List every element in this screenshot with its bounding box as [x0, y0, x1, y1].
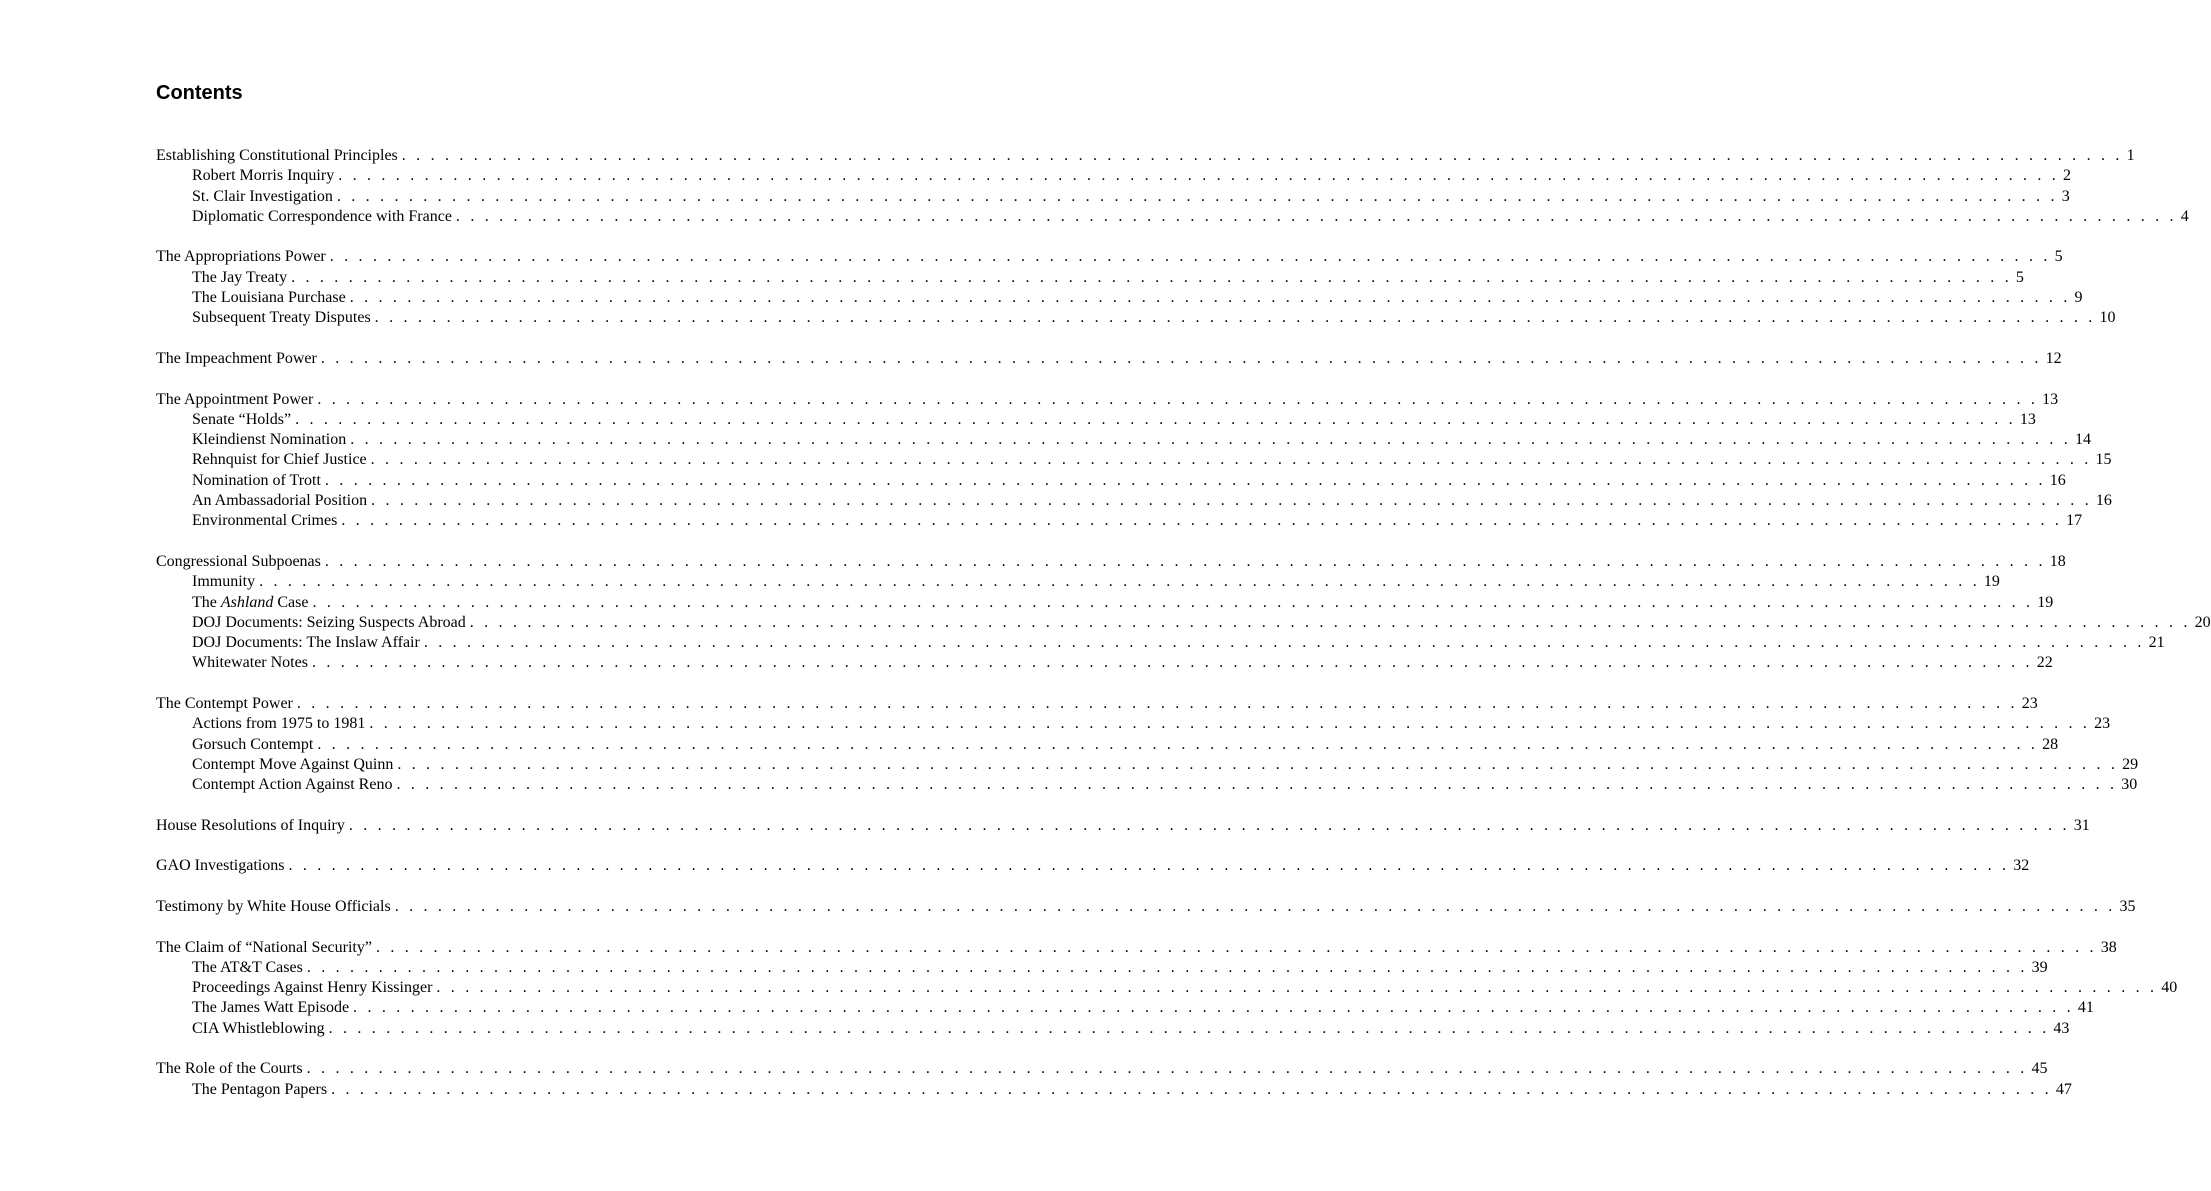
toc-entry[interactable]: [156, 816, 2090, 836]
toc-entry-title: Testimony by White House Officials: [156, 897, 391, 915]
toc-page-number: 40: [2161, 979, 2178, 997]
dot-leader: . . . . . . . . . . . . . . . . . . . . . . . . . . . . . . . . . . . . . . . . . . . . . . . . . . . . . . . . . . . . . . . . . . . . . . . . . . . . . . . . . . . . . . . . . . . . . . . . . . . . . . . . . . . . . . . . . . . . . . . .: [336, 187, 2058, 205]
toc-subentry[interactable]: [156, 1080, 2072, 1100]
toc-entry[interactable]: [156, 938, 2117, 958]
toc-page-number: 29: [2122, 755, 2139, 773]
dot-leader: . . . . . . . . . . . . . . . . . . . . . . . . . . . . . . . . . . . . . . . . . . . . . . . . . . . . . . . . . . . . . . . . . . . . . . . . . . . . . . . . . . . . . . . . . . . . . . . . . . . . . . . . . . . . . . . . . . . . . . . .: [374, 309, 2096, 327]
toc-entry-title: The AT&T Cases: [192, 958, 303, 976]
toc-entry-title: GAO Investigations: [156, 857, 285, 875]
toc-page-number: 18: [2049, 552, 2066, 570]
toc-entry-title: Contempt Move Against Quinn: [192, 755, 394, 773]
toc-subentry[interactable]: [156, 187, 2070, 207]
toc-subentry[interactable]: [156, 491, 2112, 511]
toc-page-number: 31: [2073, 816, 2090, 834]
toc-entry-title: Senate “Holds”: [192, 410, 292, 428]
toc-page-number: 28: [2042, 735, 2059, 753]
page-title: Contents: [156, 82, 243, 104]
toc-entry-title: Actions from 1975 to 1981: [192, 715, 366, 733]
toc-entry-title-prefix: The: [192, 593, 221, 611]
toc-subentry[interactable]: [156, 613, 2211, 633]
toc-subentry[interactable]: [156, 998, 2094, 1018]
table-of-contents: [156, 146, 2211, 1100]
dot-leader: . . . . . . . . . . . . . . . . . . . . . . . . . . . . . . . . . . . . . . . . . . . . . . . . . . . . . . . . . . . . . . . . . . . . . . . . . . . . . . . . . . . . . . . . . . . . . . . . . . . . . . . . . . . . . . . . . . . . . . . .: [288, 857, 2010, 875]
toc-page-number: 47: [2055, 1080, 2072, 1098]
dot-leader: . . . . . . . . . . . . . . . . . . . . . . . . . . . . . . . . . . . . . . . . . . . . . . . . . . . . . . . . . . . . . . . . . . . . . . . . . . . . . . . . . . . . . . . . . . . . . . . . . . . . . . . . . . . . . . . . . . . . . . . .: [350, 431, 2072, 449]
toc-entry-title: [192, 593, 312, 613]
toc-subentry[interactable]: [156, 450, 2112, 470]
toc-subentry[interactable]: [156, 308, 2116, 328]
toc-page-number: 21: [2148, 634, 2165, 652]
toc-page-number: 39: [2031, 958, 2048, 976]
dot-leader: . . . . . . . . . . . . . . . . . . . . . . . . . . . . . . . . . . . . . . . . . . . . . . . . . . . . . . . . . . . . . . . . . . . . . . . . . . . . . . . . . . . . . . . . . . . . . . . . . . . . . . . . . . . . . . . . . . . . . . . .: [324, 471, 2046, 489]
toc-entry-title: The Claim of “National Security”: [156, 938, 372, 956]
toc-page-number: 16: [2049, 471, 2066, 489]
toc-subentry[interactable]: [156, 593, 2054, 613]
toc-subentry[interactable]: [156, 268, 2024, 288]
dot-leader: . . . . . . . . . . . . . . . . . . . . . . . . . . . . . . . . . . . . . . . . . . . . . . . . . . . . . . . . . . . . . . . . . . . . . . . . . . . . . . . . . . . . . . . . . . . . . . . . . . . . . . . . . . . . . . . . . . . . . . . .: [436, 979, 2158, 997]
toc-page-number: 19: [2037, 593, 2054, 611]
toc-page-number: 10: [2099, 309, 2116, 327]
toc-entry-title: The Role of the Courts: [156, 1060, 303, 1078]
toc-subentry[interactable]: [156, 775, 2138, 795]
toc-entry-title: Establishing Constitutional Principles: [156, 147, 398, 164]
toc-page-number: 1: [2126, 147, 2135, 164]
toc-entry-title: Immunity: [192, 573, 256, 591]
dot-leader: . . . . . . . . . . . . . . . . . . . . . . . . . . . . . . . . . . . . . . . . . . . . . . . . . . . . . . . . . . . . . . . . . . . . . . . . . . . . . . . . . . . . . . . . . . . . . . . . . . . . . . . . . . . . . . . . . . . . . . . .: [349, 289, 2071, 307]
dot-leader: . . . . . . . . . . . . . . . . . . . . . . . . . . . . . . . . . . . . . . . . . . . . . . . . . . . . . . . . . . . . . . . . . . . . . . . . . . . . . . . . . . . . . . . . . . . . . . . . . . . . . . . . . . . . . . . . . . . . . . . .: [324, 552, 2046, 570]
dot-leader: . . . . . . . . . . . . . . . . . . . . . . . . . . . . . . . . . . . . . . . . . . . . . . . . . . . . . . . . . . . . . . . . . . . . . . . . . . . . . . . . . . . . . . . . . . . . . . . . . . . . . . . . . . . . . . . . . . . . . . . .: [306, 958, 2028, 976]
toc-page-number: 22: [2036, 654, 2053, 672]
toc-subentry[interactable]: [156, 511, 2083, 531]
toc-subentry[interactable]: [156, 653, 2053, 673]
toc-entry[interactable]: [156, 1059, 2048, 1079]
toc-subentry[interactable]: [156, 410, 2036, 430]
toc-entry[interactable]: [156, 694, 2038, 714]
toc-entry-title: Whitewater Notes: [192, 654, 308, 672]
toc-subentry[interactable]: [156, 958, 2048, 978]
toc-entry-title: Contempt Action Against Reno: [192, 776, 393, 794]
dot-leader: . . . . . . . . . . . . . . . . . . . . . . . . . . . . . . . . . . . . . . . . . . . . . . . . . . . . . . . . . . . . . . . . . . . . . . . . . . . . . . . . . . . . . . . . . . . . . . . . . . . . . . . . . . . . . . . . . . . . . . . .: [394, 897, 2116, 915]
toc-page-number: 20: [2194, 613, 2211, 631]
toc-entry-title: Nomination of Trott: [192, 471, 321, 489]
dot-leader: . . . . . . . . . . . . . . . . . . . . . . . . . . . . . . . . . . . . . . . . . . . . . . . . . . . . . . . . . . . . . . . . . . . . . . . . . . . . . . . . . . . . . . . . . . . . . . . . . . . . . . . . . . . . . . . . . . . . . . . .: [259, 573, 1980, 591]
toc-entry-title: Environmental Crimes: [192, 512, 338, 530]
toc-entry-title: The Louisiana Purchase: [192, 289, 346, 307]
dot-leader: . . . . . . . . . . . . . . . . . . . . . . . . . . . . . . . . . . . . . . . . . . . . . . . . . . . . . . . . . . . . . . . . . . . . . . . . . . . . . . . . . . . . . . . . . . . . . . . . . . . . . . . . . . . . . . . . . . . . . . . .: [317, 390, 2039, 408]
dot-leader: . . . . . . . . . . . . . . . . . . . . . . . . . . . . . . . . . . . . . . . . . . . . . . . . . . . . . . . . . . . . . . . . . . . . . . . . . . . . . . . . . . . . . . . . . . . . . . . . . . . . . . . . . . . . . . . . . . . . . . . .: [295, 410, 2016, 428]
toc-page-number: 15: [2095, 451, 2112, 469]
toc-entry-title: The Pentagon Papers: [192, 1080, 328, 1098]
dot-leader: . . . . . . . . . . . . . . . . . . . . . . . . . . . . . . . . . . . . . . . . . . . . . . . . . . . . . . . . . . . . . . . . . . . . . . . . . . . . . . . . . . . . . . . . . . . . . . . . . . . . . . . . . . . . . . . . . . . . . . . .: [312, 593, 2034, 611]
dot-leader: . . . . . . . . . . . . . . . . . . . . . . . . . . . . . . . . . . . . . . . . . . . . . . . . . . . . . . . . . . . . . . . . . . . . . . . . . . . . . . . . . . . . . . . . . . . . . . . . . . . . . . . . . . . . . . . . . . . . . . . .: [370, 451, 2092, 469]
toc-page-number: 2: [2063, 167, 2072, 185]
dot-leader: . . . . . . . . . . . . . . . . . . . . . . . . . . . . . . . . . . . . . . . . . . . . . . . . . . . . . . . . . . . . . . . . . . . . . . . . . . . . . . . . . . . . . . . . . . . . . . . . . . . . . . . . . . . . . . . . . . . . . . . .: [331, 1080, 2052, 1098]
toc-page-number: 35: [2119, 897, 2136, 915]
toc-page-number: 38: [2100, 938, 2117, 956]
toc-page-number: 13: [2042, 390, 2059, 408]
toc-entry-title: The Impeachment Power: [156, 349, 317, 367]
dot-leader: . . . . . . . . . . . . . . . . . . . . . . . . . . . . . . . . . . . . . . . . . . . . . . . . . . . . . . . . . . . . . . . . . . . . . . . . . . . . . . . . . . . . . . . . . . . . . . . . . . . . . . . . . . . . . . . . . . . . . . . .: [291, 268, 2012, 286]
dot-leader: . . . . . . . . . . . . . . . . . . . . . . . . . . . . . . . . . . . . . . . . . . . . . . . . . . . . . . . . . . . . . . . . . . . . . . . . . . . . . . . . . . . . . . . . . . . . . . . . . . . . . . . . . . . . . . . . . . . . . . . .: [317, 735, 2039, 753]
toc-page-number: 32: [2013, 857, 2030, 875]
toc-subentry[interactable]: [156, 755, 2139, 775]
toc-entry-title: The James Watt Episode: [192, 999, 350, 1017]
dot-leader: . . . . . . . . . . . . . . . . . . . . . . . . . . . . . . . . . . . . . . . . . . . . . . . . . . . . . . . . . . . . . . . . . . . . . . . . . . . . . . . . . . . . . . . . . . . . . . . . . . . . . . . . . . . . . . . . . . . . . . . .: [338, 167, 2060, 185]
toc-entry-title: Rehnquist for Chief Justice: [192, 451, 367, 469]
toc-subentry[interactable]: [156, 430, 2092, 450]
dot-leader: . . . . . . . . . . . . . . . . . . . . . . . . . . . . . . . . . . . . . . . . . . . . . . . . . . . . . . . . . . . . . . . . . . . . . . . . . . . . . . . . . . . . . . . . . . . . . . . . . . . . . . . . . . . . . . . . . . . . . . . .: [348, 816, 2070, 834]
toc-page-number: 30: [2121, 776, 2138, 794]
toc-page-number: 13: [2019, 410, 2036, 428]
toc-entry-title: Gorsuch Contempt: [192, 735, 314, 753]
toc-page-number: 12: [2045, 349, 2062, 367]
toc-entry-title: Congressional Subpoenas: [156, 552, 321, 570]
dot-leader: . . . . . . . . . . . . . . . . . . . . . . . . . . . . . . . . . . . . . . . . . . . . . . . . . . . . . . . . . . . . . . . . . . . . . . . . . . . . . . . . . . . . . . . . . . . . . . . . . . . . . . . . . . . . . . . . . . . . . . . .: [311, 654, 2033, 672]
toc-entry-title: Kleindienst Nomination: [192, 431, 347, 449]
toc-subentry[interactable]: [156, 471, 2066, 491]
toc-entry-title-suffix: Case: [273, 593, 309, 611]
dot-leader: . . . . . . . . . . . . . . . . . . . . . . . . . . . . . . . . . . . . . . . . . . . . . . . . . . . . . . . . . . . . . . . . . . . . . . . . . . . . . . . . . . . . . . . . . . . . . . . . . . . . . . . . . . . . . . . . . . . . . . . .: [396, 776, 2118, 794]
toc-entry-title: DOJ Documents: The Inslaw Affair: [192, 634, 420, 652]
toc-page-number: 4: [2180, 207, 2189, 225]
dot-leader: . . . . . . . . . . . . . . . . . . . . . . . . . . . . . . . . . . . . . . . . . . . . . . . . . . . . . . . . . . . . . . . . . . . . . . . . . . . . . . . . . . . . . . . . . . . . . . . . . . . . . . . . . . . . . . . . . . . . . . . .: [375, 938, 2097, 956]
toc-subentry[interactable]: [156, 1019, 2070, 1039]
dot-leader: . . . . . . . . . . . . . . . . . . . . . . . . . . . . . . . . . . . . . . . . . . . . . . . . . . . . . . . . . . . . . . . . . . . . . . . . . . . . . . . . . . . . . . . . . . . . . . . . . . . . . . . . . . . . . . . . . . . . . . . .: [306, 1060, 2028, 1078]
toc-page-number: 19: [1983, 573, 2000, 591]
toc-entry-title: DOJ Documents: Seizing Suspects Abroad: [192, 613, 466, 631]
toc-entry-title: Robert Morris Inquiry: [192, 167, 335, 185]
toc-page-number: 45: [2031, 1060, 2048, 1078]
toc-entry[interactable]: [156, 552, 2066, 572]
toc-entry-title: The Contempt Power: [156, 695, 293, 713]
toc-page-number: 14: [2075, 431, 2092, 449]
dot-leader: . . . . . . . . . . . . . . . . . . . . . . . . . . . . . . . . . . . . . . . . . . . . . . . . . . . . . . . . . . . . . . . . . . . . . . . . . . . . . . . . . . . . . . . . . . . . . . . . . . . . . . . . . . . . . . . . . . . . . . . .: [296, 695, 2018, 713]
toc-page-number: 17: [2066, 512, 2083, 530]
toc-entry[interactable]: [156, 146, 2135, 166]
toc-subentry[interactable]: [156, 207, 2189, 227]
toc-subentry[interactable]: [156, 572, 2000, 592]
dot-leader: . . . . . . . . . . . . . . . . . . . . . . . . . . . . . . . . . . . . . . . . . . . . . . . . . . . . . . . . . . . . . . . . . . . . . . . . . . . . . . . . . . . . . . . . . . . . . . . . . . . . . . . . . . . . . . . . . . . . . . . .: [371, 492, 2092, 510]
toc-entry-title: The Jay Treaty: [192, 268, 288, 286]
toc-entry[interactable]: [156, 247, 2063, 267]
toc-entry[interactable]: [156, 349, 2062, 369]
toc-entry-title: House Resolutions of Inquiry: [156, 816, 345, 834]
toc-page-number: 43: [2053, 1019, 2070, 1037]
toc-subentry[interactable]: [156, 633, 2165, 653]
toc-entry[interactable]: [156, 856, 2030, 876]
toc-entry-title: St. Clair Investigation: [192, 187, 333, 205]
dot-leader: . . . . . . . . . . . . . . . . . . . . . . . . . . . . . . . . . . . . . . . . . . . . . . . . . . . . . . . . . . . . . . . . . . . . . . . . . . . . . . . . . . . . . . . . . . . . . . . . . . . . . . . . . . . . . . . . . . . . . . . .: [455, 207, 2177, 225]
toc-subentry[interactable]: [156, 714, 2111, 734]
toc-page-number: 23: [2094, 715, 2111, 733]
toc-entry-title: Subsequent Treaty Disputes: [192, 309, 371, 327]
toc-entry-title: CIA Whistleblowing: [192, 1019, 325, 1037]
dot-leader: . . . . . . . . . . . . . . . . . . . . . . . . . . . . . . . . . . . . . . . . . . . . . . . . . . . . . . . . . . . . . . . . . . . . . . . . . . . . . . . . . . . . . . . . . . . . . . . . . . . . . . . . . . . . . . . . . . . . . . . .: [397, 755, 2119, 773]
toc-subentry[interactable]: [156, 978, 2178, 998]
toc-entry-title: The Appointment Power: [156, 390, 314, 408]
toc-page-number: 5: [2015, 268, 2024, 286]
toc-entry-title: Proceedings Against Henry Kissinger: [192, 979, 433, 997]
toc-entry[interactable]: [156, 897, 2136, 917]
toc-entry-title: The Appropriations Power: [156, 248, 326, 266]
dot-leader: . . . . . . . . . . . . . . . . . . . . . . . . . . . . . . . . . . . . . . . . . . . . . . . . . . . . . . . . . . . . . . . . . . . . . . . . . . . . . . . . . . . . . . . . . . . . . . . . . . . . . . . . . . . . . . . . . . . . . . . .: [423, 634, 2145, 652]
toc-page-number: 23: [2021, 695, 2038, 713]
dot-leader: . . . . . . . . . . . . . . . . . . . . . . . . . . . . . . . . . . . . . . . . . . . . . . . . . . . . . . . . . . . . . . . . . . . . . . . . . . . . . . . . . . . . . . . . . . . . . . . . . . . . . . . . . . . . . . . . . . . . . . . .: [369, 715, 2091, 733]
toc-entry-title: An Ambassadorial Position: [192, 492, 368, 510]
toc-page-number: 16: [2095, 492, 2112, 510]
toc-subentry[interactable]: [156, 166, 2072, 186]
toc-entry-title: Diplomatic Correspondence with France: [192, 207, 452, 225]
dot-leader: . . . . . . . . . . . . . . . . . . . . . . . . . . . . . . . . . . . . . . . . . . . . . . . . . . . . . . . . . . . . . . . . . . . . . . . . . . . . . . . . . . . . . . . . . . . . . . . . . . . . . . . . . . . . . . . . . . . . . . . .: [328, 1019, 2050, 1037]
toc-entry[interactable]: [156, 390, 2059, 410]
toc-page-number: 9: [2074, 289, 2083, 307]
toc-entry-title-italic: Ashland: [220, 593, 274, 611]
toc-page-number: 5: [2054, 248, 2063, 266]
toc-page-number: 41: [2077, 999, 2094, 1017]
toc-subentry[interactable]: [156, 735, 2059, 755]
toc-page-number: 3: [2061, 187, 2070, 205]
dot-leader: . . . . . . . . . . . . . . . . . . . . . . . . . . . . . . . . . . . . . . . . . . . . . . . . . . . . . . . . . . . . . . . . . . . . . . . . . . . . . . . . . . . . . . . . . . . . . . . . . . . . . . . . . . . . . . . . . . . . . . . .: [320, 349, 2042, 367]
dot-leader: . . . . . . . . . . . . . . . . . . . . . . . . . . . . . . . . . . . . . . . . . . . . . . . . . . . . . . . . . . . . . . . . . . . . . . . . . . . . . . . . . . . . . . . . . . . . . . . . . . . . . . . . . . . . . . . . . . . . . . . .: [401, 147, 2123, 164]
dot-leader: . . . . . . . . . . . . . . . . . . . . . . . . . . . . . . . . . . . . . . . . . . . . . . . . . . . . . . . . . . . . . . . . . . . . . . . . . . . . . . . . . . . . . . . . . . . . . . . . . . . . . . . . . . . . . . . . . . . . . . . .: [341, 512, 2063, 530]
dot-leader: . . . . . . . . . . . . . . . . . . . . . . . . . . . . . . . . . . . . . . . . . . . . . . . . . . . . . . . . . . . . . . . . . . . . . . . . . . . . . . . . . . . . . . . . . . . . . . . . . . . . . . . . . . . . . . . . . . . . . . . .: [353, 999, 2074, 1017]
dot-leader: . . . . . . . . . . . . . . . . . . . . . . . . . . . . . . . . . . . . . . . . . . . . . . . . . . . . . . . . . . . . . . . . . . . . . . . . . . . . . . . . . . . . . . . . . . . . . . . . . . . . . . . . . . . . . . . . . . . . . . . .: [469, 613, 2191, 631]
dot-leader: . . . . . . . . . . . . . . . . . . . . . . . . . . . . . . . . . . . . . . . . . . . . . . . . . . . . . . . . . . . . . . . . . . . . . . . . . . . . . . . . . . . . . . . . . . . . . . . . . . . . . . . . . . . . . . . . . . . . . . . .: [329, 248, 2051, 266]
toc-subentry[interactable]: [156, 288, 2083, 308]
